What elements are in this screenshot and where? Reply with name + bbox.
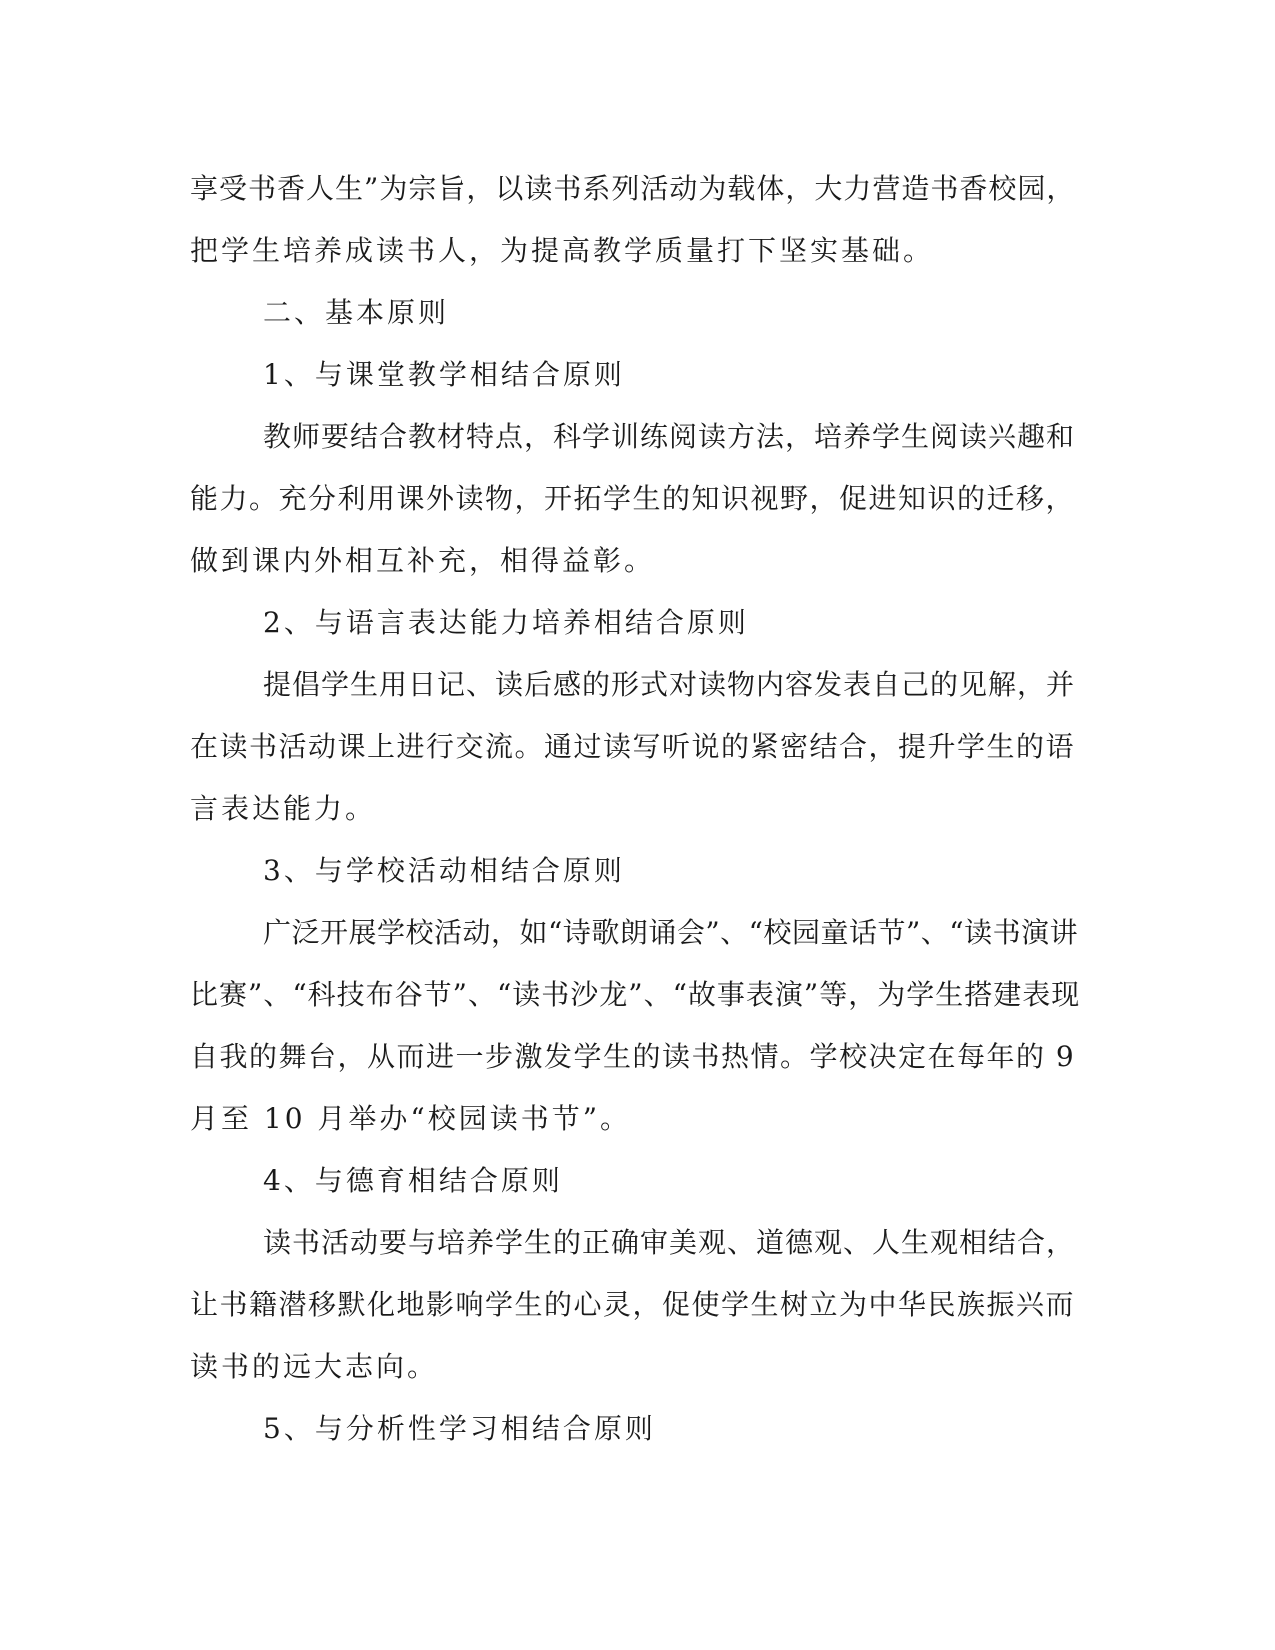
- text-line: 自我的舞台，从而进一步激发学生的读书热情。学校决定在每年的 9: [190, 1040, 1076, 1073]
- text-line: 能力。充分利用课外读物，开拓学生的知识视野，促进知识的迁移，: [190, 482, 1076, 515]
- text-line: 比赛”、“科技布谷节”、“读书沙龙”、“故事表演”等，为学生搭建表现: [190, 978, 1081, 1011]
- text-line: 广泛开展学校活动，如“诗歌朗诵会”、“校园童话节”、“读书演讲: [263, 916, 1079, 949]
- text-line: 教师要结合教材特点，科学训练阅读方法，培养学生阅读兴趣和: [263, 420, 1076, 453]
- text-line: 享受书香人生”为宗旨，以读书系列活动为载体，大力营造书香校园，: [190, 172, 1076, 205]
- text-line: 5、与分析性学习相结合原则: [263, 1412, 656, 1445]
- text-line: 让书籍潜移默化地影响学生的心灵，促使学生树立为中华民族振兴而: [190, 1288, 1076, 1321]
- text-line: 月至 10 月举办“校园读书节”。: [190, 1102, 632, 1135]
- text-line: 做到课内外相互补充，相得益彰。: [190, 544, 656, 577]
- document-body: [190, 158, 1080, 1460]
- text-line: 读书活动要与培养学生的正确审美观、道德观、人生观相结合，: [263, 1226, 1076, 1259]
- text-line: 1、与课堂教学相结合原则: [263, 358, 625, 391]
- text-line: 提倡学生用日记、读后感的形式对读物内容发表自己的见解，并: [263, 668, 1076, 701]
- text-line: 2、与语言表达能力培养相结合原则: [263, 606, 749, 639]
- text-line: 把学生培养成读书人，为提高教学质量打下坚实基础。: [190, 234, 935, 267]
- text-line: 二、基本原则: [263, 296, 450, 329]
- text-line: 4、与德育相结合原则: [263, 1164, 563, 1197]
- text-line: 在读书活动课上进行交流。通过读写听说的紧密结合，提升学生的语: [190, 730, 1076, 763]
- text-line: 言表达能力。: [190, 792, 377, 825]
- text-line: 3、与学校活动相结合原则: [263, 854, 625, 887]
- text-line: 读书的远大志向。: [190, 1350, 439, 1383]
